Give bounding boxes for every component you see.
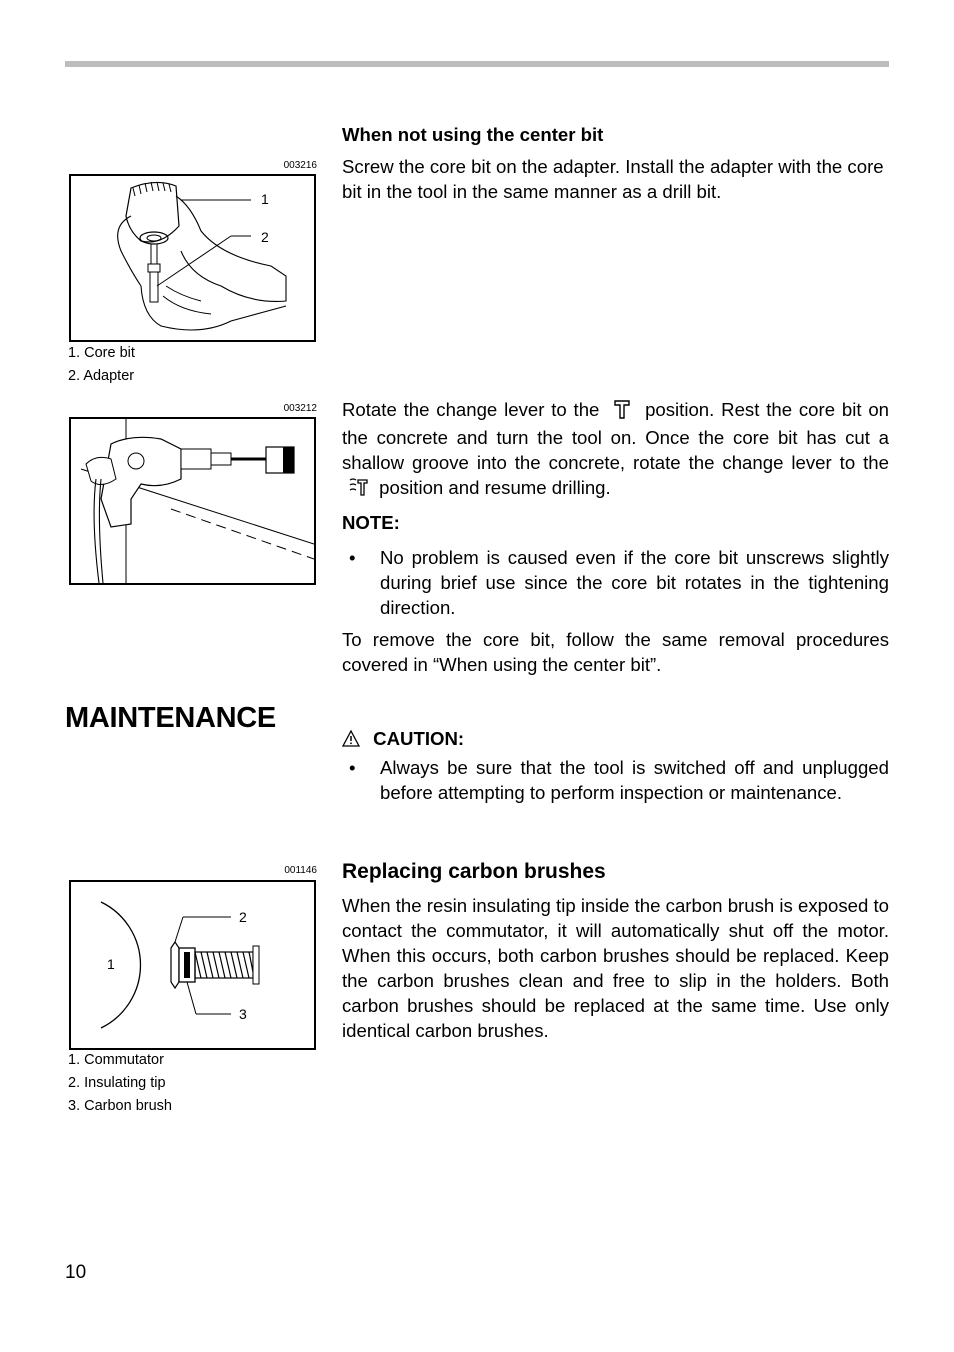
core-bit-illustration: [71, 176, 314, 340]
section-body: Screw the core bit on the adapter. Install the adapter with the core bit in the tool in the same manner as a drill bit.: [342, 156, 884, 202]
note-bullet: [342, 545, 889, 620]
rotate-text-1: Rotate the change lever to the: [342, 399, 600, 420]
rotate-text-2: position. Rest the core bit on the concrete and turn the tool on. Once the core bit has cut a shallow groove into the concrete, rotate the change lever to the: [342, 399, 889, 473]
header-rule: [65, 61, 889, 67]
figure-caption: [68, 342, 135, 388]
core-bit-figure: [69, 174, 316, 342]
callout-1: 1: [261, 191, 269, 207]
caption-line: 2. Adapter: [68, 368, 135, 384]
drilling-illustration: [71, 419, 314, 583]
rotate-text-3: position and resume drilling.: [379, 477, 611, 498]
caution-heading: CAUTION:: [373, 728, 465, 749]
note-heading: NOTE:: [342, 512, 400, 533]
caption-line: 1. Core bit: [68, 345, 135, 361]
caution-bullet: [342, 755, 889, 805]
callout-2: 2: [239, 909, 247, 925]
caption-line: 2. Insulating tip: [68, 1075, 166, 1091]
rotate-paragraph: [342, 397, 889, 503]
drilling-figure: [69, 417, 316, 585]
figure-code: 001146: [284, 865, 317, 876]
carbon-brushes-body: When the resin insulating tip inside the carbon brush is exposed to contact the commutator, it will automatically shut off the motor. When this occurs, both carbon brushes should be replaced. Keep the carbon brushes clean and free to slip in the holders. Both carbon brushes should be replaced at the same time. Use only identical carbon brushes.: [342, 895, 889, 1041]
caution-bullet-text: Always be sure that the tool is switched off and unplugged before attempting to perform inspection or maintenance.: [380, 757, 889, 803]
callout-1: 1: [107, 956, 115, 972]
bullet-dot: •: [349, 547, 356, 568]
section-heading: When not using the center bit: [342, 124, 604, 145]
figure-code: 003212: [283, 403, 317, 414]
callout-2: 2: [261, 229, 269, 245]
carbon-brush-illustration: [71, 882, 314, 1048]
figure-code: 003216: [283, 160, 317, 171]
bullet-dot: •: [349, 757, 356, 778]
caption-line: 1. Commutator: [68, 1052, 164, 1068]
callout-3: 3: [239, 1006, 247, 1022]
remove-paragraph: To remove the core bit, follow the same removal procedures covered in “When using the center bit”.: [342, 629, 889, 675]
caution-heading-row: [342, 726, 889, 753]
warning-icon: [342, 728, 360, 753]
carbon-brushes-heading: Replacing carbon brushes: [342, 860, 606, 883]
hammer-icon: [614, 399, 630, 425]
maintenance-title: MAINTENANCE: [65, 702, 276, 734]
caption-line: 3. Carbon brush: [68, 1098, 172, 1114]
page-number: 10: [65, 1262, 87, 1283]
figure-caption: [68, 1049, 172, 1118]
rotation-hammer-icon: [348, 477, 368, 503]
note-bullet-text: No problem is caused even if the core bit unscrews slightly during brief use since the core bit rotates in the tightening direction.: [380, 547, 889, 618]
carbon-brush-figure: [69, 880, 316, 1050]
